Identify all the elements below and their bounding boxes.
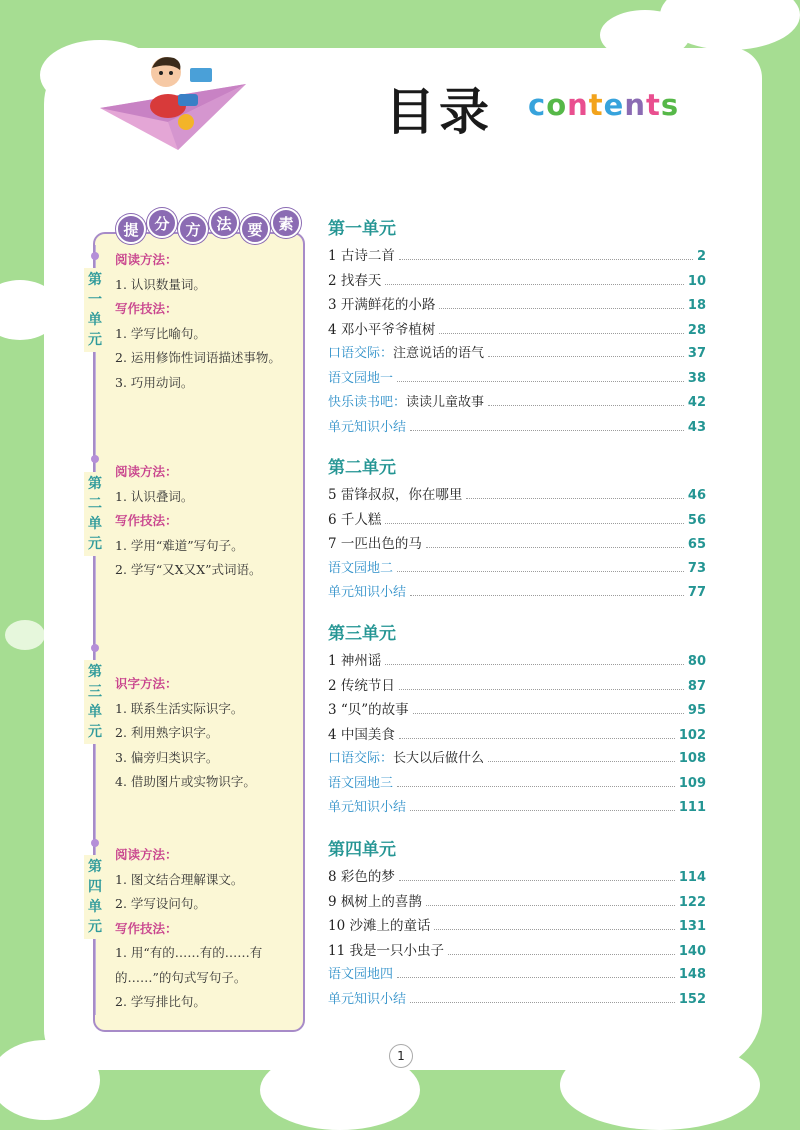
unit-label-char: 元	[88, 919, 102, 935]
toc-entry-title: 1 神州谣	[328, 653, 382, 669]
toc-entry[interactable]	[328, 988, 706, 1013]
boy-on-paper-plane-illustration	[98, 50, 248, 160]
method-block	[115, 672, 299, 795]
title-letter: o	[546, 88, 568, 122]
toc-entry-title: 5 雷锋叔叔，你在哪里	[328, 487, 463, 503]
title-letter: c	[528, 88, 547, 122]
leader-dots	[426, 547, 684, 548]
title-letter: n	[624, 88, 646, 122]
method-heading: 识字方法：	[115, 676, 178, 691]
toc-entry[interactable]	[328, 914, 706, 939]
leader-dots	[439, 333, 684, 334]
toc-entry-title: 单元知识小结	[328, 419, 407, 435]
method-item: 2. 运用修饰性词语描述事物。	[115, 350, 281, 365]
toc-page-number: 28	[687, 322, 706, 338]
method-block	[115, 460, 299, 583]
toc-entry[interactable]	[328, 367, 706, 392]
leader-dots	[385, 284, 684, 285]
toc-page-number: 102	[678, 727, 706, 743]
unit-label-char: 二	[88, 496, 102, 512]
title-letter: t	[588, 88, 604, 122]
toc-page-number: 148	[678, 967, 706, 982]
leader-dots	[410, 430, 684, 431]
toc-entry-title: 2 找春天	[328, 272, 382, 289]
toc-entry-title: 10 沙滩上的童话	[328, 918, 431, 934]
unit-label-char: 元	[88, 536, 102, 552]
method-item: 4. 借助图片或实物识字。	[115, 774, 256, 789]
toc-page-number: 56	[687, 512, 706, 528]
unit-label-char: 单	[88, 704, 102, 720]
toc-page-number: 10	[687, 273, 706, 289]
toc-entry-title: 口语交际：	[328, 751, 394, 766]
toc-page-number: 42	[687, 395, 706, 410]
leader-dots	[439, 308, 684, 309]
leader-dots	[488, 761, 675, 762]
toc-page-number: 37	[687, 346, 706, 361]
method-heading: 写作技法：	[115, 513, 178, 528]
method-item: 3. 巧用动词。	[115, 374, 194, 390]
title-letter: s	[660, 88, 680, 122]
unit-bullet	[91, 455, 99, 463]
toc-entry-title: 快乐读书吧：	[328, 395, 407, 410]
badge-char: 分	[147, 208, 177, 238]
toc-page-number: 95	[687, 703, 706, 718]
leader-dots	[410, 595, 684, 596]
method-badge	[116, 208, 301, 242]
leader-dots	[399, 689, 684, 690]
leader-dots	[434, 929, 674, 930]
unit-label-char: 单	[88, 899, 102, 915]
leader-dots	[413, 713, 684, 714]
toc-section	[328, 619, 706, 821]
toc-entry[interactable]	[328, 483, 706, 508]
toc-page-number: 111	[678, 800, 706, 815]
toc-page-number: 2	[696, 249, 706, 264]
toc-page-number: 65	[687, 537, 706, 552]
toc-entry-title: 4 邓小平爷爷植树	[328, 321, 436, 338]
method-item: 1. 认识叠词。	[115, 488, 194, 504]
unit-bullet	[91, 252, 99, 260]
toc-entry[interactable]	[328, 723, 706, 748]
title-letter: e	[603, 88, 625, 122]
leader-dots	[448, 954, 675, 955]
toc-entry[interactable]	[328, 391, 706, 416]
toc-entry[interactable]	[328, 342, 706, 367]
toc-page-number: 87	[687, 678, 706, 694]
method-item: 1. 用“有的……有的……有	[115, 945, 263, 960]
toc-entry[interactable]	[328, 772, 706, 797]
toc-entry-title: 语文园地三	[328, 775, 394, 791]
toc-unit-title: 第一单元	[328, 219, 396, 239]
toc-entry[interactable]	[328, 293, 706, 318]
leader-dots	[385, 523, 684, 524]
toc-entry[interactable]	[328, 939, 706, 964]
toc-entry[interactable]	[328, 865, 706, 890]
toc-entry-title: 语文园地二	[328, 560, 394, 576]
unit-label-char: 元	[88, 724, 102, 740]
toc-entry-title: 单元知识小结	[328, 991, 407, 1007]
method-heading: 阅读方法：	[115, 464, 178, 479]
badge-char: 要	[240, 214, 270, 244]
toc-page-number: 18	[687, 298, 706, 313]
unit-label-char: 第	[88, 476, 102, 492]
toc-page-number: 80	[687, 654, 706, 669]
leader-dots	[426, 905, 675, 906]
toc-unit-title: 第二单元	[328, 458, 396, 478]
toc-unit-title: 第三单元	[328, 624, 396, 644]
method-item: 2. 学写“又X又X”式词语。	[115, 562, 262, 577]
toc-section	[328, 214, 706, 440]
method-item: 的……”的句式写句子。	[115, 969, 247, 985]
cloud-decoration	[5, 620, 45, 650]
toc-entry[interactable]	[328, 674, 706, 699]
toc-entry[interactable]	[328, 581, 706, 606]
toc-entry-title: 4 中国美食	[328, 726, 395, 743]
unit-label-char: 四	[88, 879, 102, 895]
unit-label-char: 三	[88, 684, 102, 700]
unit-label-char: 第	[88, 664, 102, 680]
toc-entry[interactable]	[328, 557, 706, 582]
leader-dots	[397, 786, 675, 787]
toc-entry-title: 语文园地四	[328, 967, 394, 982]
toc-page-number: 140	[678, 943, 706, 959]
badge-char: 方	[178, 214, 208, 244]
unit-bullet	[91, 839, 99, 847]
leader-dots	[488, 356, 684, 357]
toc-entry-title: 8 彩色的梦	[328, 869, 395, 885]
toc-page-number: 114	[678, 870, 706, 885]
leader-dots	[488, 405, 684, 406]
toc-entry[interactable]	[328, 508, 706, 533]
unit-label-char: 元	[88, 332, 102, 348]
toc-entry[interactable]	[328, 649, 706, 674]
toc-entry-subtitle: 读读儿童故事	[406, 395, 485, 410]
method-block	[115, 248, 299, 395]
unit-label-char: 一	[88, 292, 102, 308]
toc-page-number: 43	[687, 419, 706, 435]
unit-bullet	[91, 644, 99, 652]
method-heading: 写作技法：	[115, 301, 178, 316]
toc-entry[interactable]	[328, 532, 706, 557]
toc-entry-title: 单元知识小结	[328, 800, 407, 815]
method-heading: 阅读方法：	[115, 252, 178, 267]
method-item: 2. 学写设问句。	[115, 896, 206, 911]
toc-entry[interactable]	[328, 416, 706, 441]
leader-dots	[410, 1002, 675, 1003]
toc-page-number: 108	[678, 751, 706, 766]
method-item: 2. 学写排比句。	[115, 994, 206, 1009]
method-heading: 阅读方法：	[115, 847, 178, 862]
badge-char: 法	[209, 208, 239, 238]
toc-entry[interactable]	[328, 698, 706, 723]
toc-entry[interactable]	[328, 963, 706, 988]
page-number: 1	[389, 1044, 413, 1068]
title-letter: n	[567, 88, 589, 122]
toc-page-number: 122	[678, 894, 706, 910]
method-block	[115, 843, 299, 1015]
method-heading: 写作技法：	[115, 920, 178, 936]
toc-entry[interactable]	[328, 318, 706, 343]
toc-entry-title: 1 古诗二首	[328, 248, 395, 264]
sidebar-unit-label	[84, 472, 106, 556]
toc-entry-title: 9 枫树上的喜鹊	[328, 893, 422, 910]
leader-dots	[397, 571, 684, 572]
toc-entry-title: 7 一匹出色的马	[328, 536, 422, 552]
sidebar-unit-label	[84, 855, 106, 939]
toc-page-number: 77	[687, 585, 706, 600]
toc-page-number: 109	[678, 775, 706, 791]
leader-dots	[466, 498, 684, 499]
toc-entry[interactable]	[328, 796, 706, 821]
toc-entry-title: 3 开满鲜花的小路	[328, 297, 436, 313]
toc-page-number: 73	[687, 560, 706, 576]
sidebar-unit-label	[84, 268, 106, 352]
toc-section	[328, 835, 706, 1012]
leader-dots	[385, 664, 684, 665]
method-item: 2. 利用熟字识字。	[115, 725, 219, 740]
leader-dots	[399, 738, 675, 739]
toc-entry-title: 口语交际：	[328, 346, 394, 361]
toc-entry-title: 6 千人糕	[328, 511, 382, 528]
toc-unit-title: 第四单元	[328, 840, 396, 860]
unit-label-char: 第	[88, 859, 102, 875]
toc-section	[328, 453, 706, 606]
toc-entry[interactable]	[328, 244, 706, 269]
unit-label-char: 单	[88, 312, 102, 328]
badge-char: 提	[116, 214, 146, 244]
unit-label-char: 第	[88, 272, 102, 288]
method-item: 1. 学写比喻句。	[115, 325, 206, 341]
toc-page-number: 38	[687, 370, 706, 386]
method-item: 1. 联系生活实际识字。	[115, 700, 244, 716]
toc-page-number: 46	[687, 488, 706, 503]
leader-dots	[397, 977, 675, 978]
method-item: 3. 偏旁归类识字。	[115, 749, 219, 765]
method-item: 1. 图文结合理解课文。	[115, 871, 244, 887]
toc-entry-title: 3 “贝”的故事	[328, 702, 409, 718]
toc-entry[interactable]	[328, 269, 706, 294]
leader-dots	[397, 381, 684, 382]
toc-entry-title: 单元知识小结	[328, 585, 407, 600]
page-title-english	[528, 88, 679, 122]
toc-entry-subtitle: 注意说话的语气	[393, 346, 485, 361]
leader-dots	[399, 259, 693, 260]
badge-char: 素	[271, 208, 301, 238]
page-title: 目录	[385, 83, 493, 141]
toc-entry-title: 语文园地一	[328, 370, 394, 386]
title-letter: t	[646, 88, 661, 122]
method-item: 1. 认识数量词。	[115, 276, 206, 292]
toc-entry-title: 2 传统节日	[328, 677, 395, 694]
unit-label-char: 单	[88, 516, 102, 532]
toc-entry[interactable]	[328, 747, 706, 772]
sidebar-unit-label	[84, 660, 106, 744]
toc-page-number: 152	[678, 991, 706, 1007]
method-item: 1. 学用“难道”写句子。	[115, 537, 244, 553]
leader-dots	[410, 810, 675, 811]
leader-dots	[399, 880, 675, 881]
toc-page-number: 131	[678, 919, 706, 934]
toc-entry-title: 11 我是一只小虫子	[328, 942, 444, 959]
toc-entry-subtitle: 长大以后做什么	[393, 751, 485, 766]
toc-entry[interactable]	[328, 890, 706, 915]
